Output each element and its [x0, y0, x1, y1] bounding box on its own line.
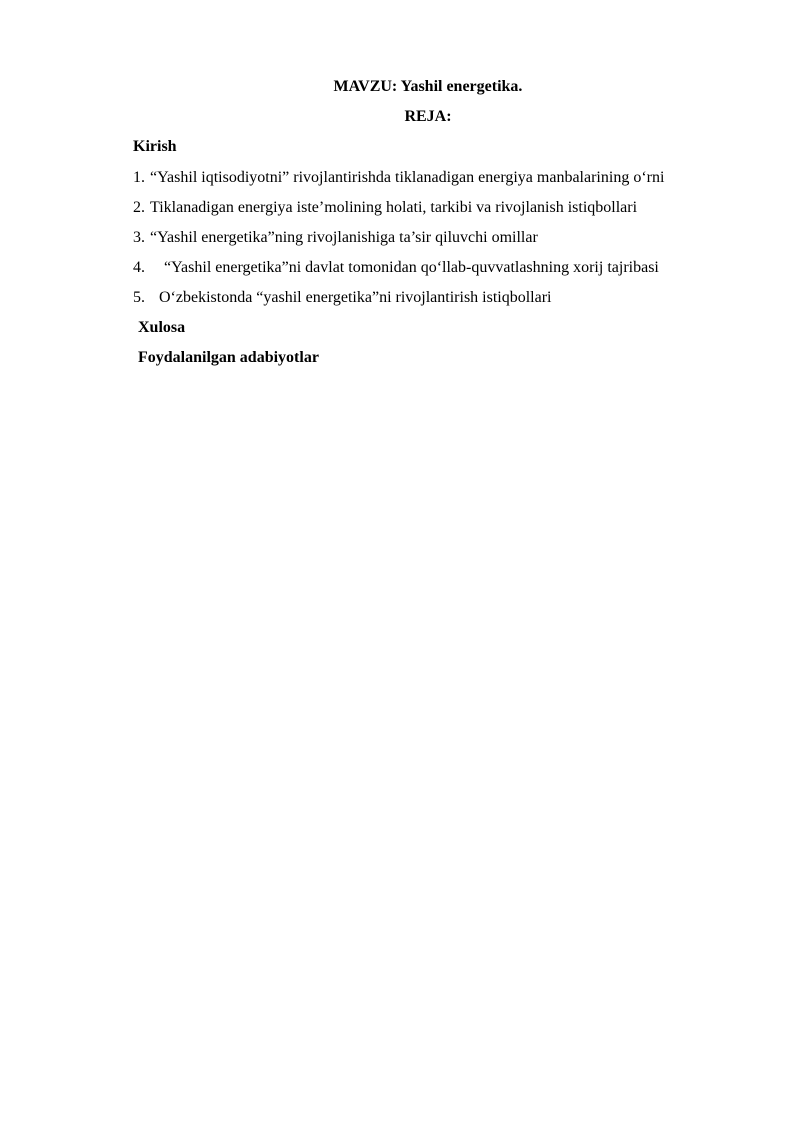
plan-item-number: 4.	[133, 259, 145, 276]
plan-item-3	[133, 228, 538, 248]
plan-item-number: 5.	[133, 289, 145, 306]
plan-item-text: “Yashil iqtisodiyotni” rivojlantirishda tiklanadigan energiya manbalarining o‘rni	[150, 169, 665, 186]
plan-item-number: 2.	[133, 199, 145, 216]
plan-heading: REJA:	[404, 108, 452, 125]
plan-item-text: O‘zbekistonda “yashil energetika”ni rivojlantirish istiqbollari	[159, 289, 552, 306]
page-title: MAVZU: Yashil energetika.	[333, 78, 523, 95]
intro-heading: Kirish	[133, 138, 177, 155]
plan-item-text: “Yashil energetika”ning rivojlanishiga ta’sir qiluvchi omillar	[150, 229, 538, 246]
plan-item-number: 3.	[133, 229, 145, 246]
plan-item-text: “Yashil energetika”ni davlat tomonidan qo‘llab-quvvatlashning xorij tajribasi	[164, 259, 659, 276]
references-heading: Foydalanilgan adabiyotlar	[138, 349, 319, 366]
plan-item-2	[133, 198, 637, 218]
plan-item-number: 1.	[133, 169, 145, 186]
plan-item-text: Tiklanadigan energiya iste’molining holati, tarkibi va rivojlanish istiqbollari	[150, 199, 638, 216]
plan-item-1	[133, 168, 664, 188]
plan-item-5	[133, 288, 552, 308]
plan-item-4	[133, 258, 659, 278]
conclusion-heading: Xulosa	[138, 319, 186, 336]
